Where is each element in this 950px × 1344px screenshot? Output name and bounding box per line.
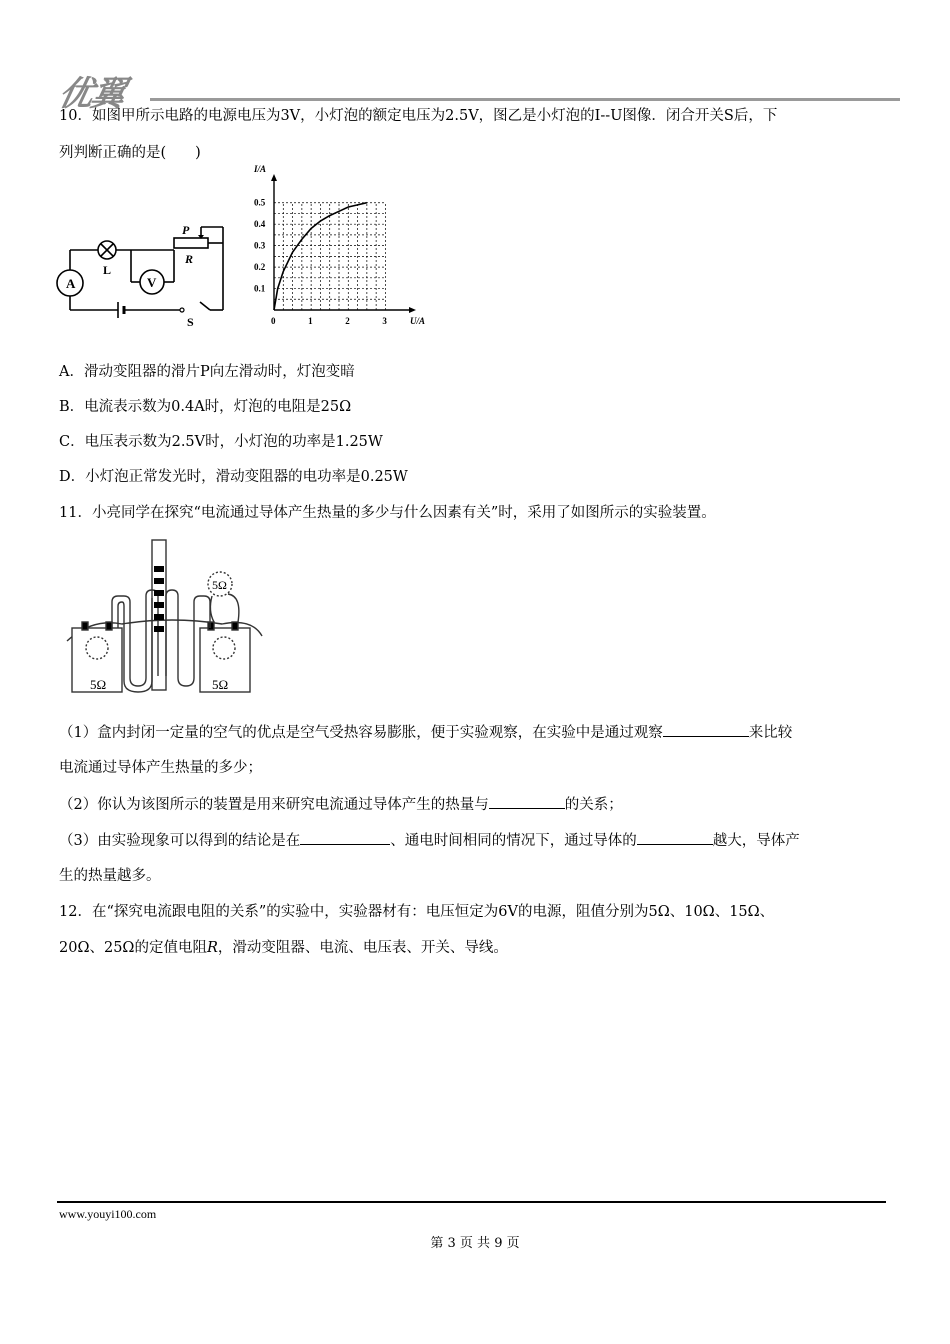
circuit-diagram: [52, 222, 230, 327]
right-resistor-label: 5Ω: [212, 677, 229, 692]
q12-symbol-r: R: [206, 940, 218, 956]
q11-part1-line1: [59, 722, 792, 743]
page-number: 第 3 页 共 9 页: [430, 1236, 520, 1251]
outside-resistor-label: 5Ω: [212, 578, 227, 592]
switch-label: S: [187, 315, 194, 329]
voltmeter-label: V: [147, 275, 157, 290]
ammeter-label: A: [66, 276, 76, 291]
answer-blank-3[interactable]: [300, 830, 390, 845]
q11-stem: 11．小亮同学在探究“电流通过导体产生热量的多少与什么因素有关”时，采用了如图所示的实验装置。: [59, 505, 716, 521]
y-axis-arrow: [271, 174, 277, 181]
q11-part1-text-b: 来比较: [748, 725, 793, 741]
x-tick-label: 2: [345, 316, 350, 326]
q11-part2-text-b: 的关系；: [564, 797, 623, 813]
y-tick-label: 0.1: [254, 283, 266, 294]
x-axis-arrow: [409, 307, 416, 313]
q12-line1: 12．在“探究电流跟电阻的关系”的实验中，实验器材有：电压恒定为6V的电源，阻值分别为5Ω、10Ω、15Ω、: [59, 904, 775, 920]
iu-chart: [248, 164, 426, 330]
logo: 优翼: [55, 74, 128, 114]
q10-option-a: A．滑动变阻器的滑片P向左滑动时，灯泡变暗: [59, 364, 355, 380]
q11-part3-text-b: 、通电时间相同的情况下，通过导体的: [390, 833, 637, 849]
footer-site[interactable]: www.youyi100.com: [59, 1207, 157, 1221]
y-axis-label: I/A: [254, 164, 267, 174]
q11-part3-line2: 生的热量越多。: [59, 868, 161, 884]
y-tick-label: 0.3: [254, 240, 266, 251]
y-tick-label: 0.4: [254, 219, 266, 230]
footer-rule: [57, 1201, 886, 1203]
slider-label: P: [182, 223, 190, 237]
x-tick-label: 1: [308, 316, 313, 326]
q10-stem-line1: 10．如图甲所示电路的电源电压为3V，小灯泡的额定电压为2.5V，图乙是小灯泡的I--U图像．闭合开关S后，下: [59, 108, 778, 124]
y-tick-label: 0.2: [254, 262, 266, 273]
answer-blank-2[interactable]: [489, 794, 565, 809]
q11-part1-text-a: （1）盒内封闭一定量的空气的优点是空气受热容易膨胀，便于实验观察，在实验中是通过观察: [59, 725, 663, 741]
lamp-label: L: [103, 263, 112, 277]
q11-part2-text-a: （2）你认为该图所示的装置是用来研究电流通过导体产生的热量与: [59, 797, 489, 813]
switch-contact: [180, 308, 184, 312]
x-tick-label: 0: [271, 316, 276, 326]
left-resistor-label: 5Ω: [90, 677, 107, 692]
q11-part1-line2: 电流通过导体产生热量的多少；: [59, 760, 262, 776]
q11-part3-text-c: 越大，导体产: [712, 833, 800, 849]
q11-part3-line1: [59, 830, 800, 851]
q12-line2: [59, 938, 508, 958]
y-tick-label: 0.5: [254, 197, 266, 208]
q11-part3-text-a: （3）由实验现象可以得到的结论是在: [59, 833, 301, 849]
apparatus-diagram: [62, 536, 272, 696]
q11-part2: [59, 794, 623, 815]
header-rule: [150, 98, 900, 101]
x-tick-label: 3: [382, 316, 387, 326]
answer-blank-1[interactable]: [663, 722, 749, 737]
q10-option-b: B．电流表示数为0.4A时，灯泡的电阻是25Ω: [59, 399, 352, 415]
answer-blank-4[interactable]: [637, 830, 713, 845]
q12-line2-text-b: ，滑动变阻器、电流、电压表、开关、导线。: [217, 940, 508, 956]
rheostat-label: R: [185, 252, 194, 266]
q10-option-d: D．小灯泡正常发光时，滑动变阻器的电功率是0.25W: [59, 469, 408, 485]
x-axis-label: U/A: [410, 316, 426, 326]
q10-stem-line2: 列判断正确的是( ): [59, 145, 201, 161]
q10-option-c: C．电压表示数为2.5V时，小灯泡的功率是1.25W: [59, 434, 383, 450]
q12-line2-text-a: 20Ω、25Ω的定值电阻: [59, 940, 207, 956]
